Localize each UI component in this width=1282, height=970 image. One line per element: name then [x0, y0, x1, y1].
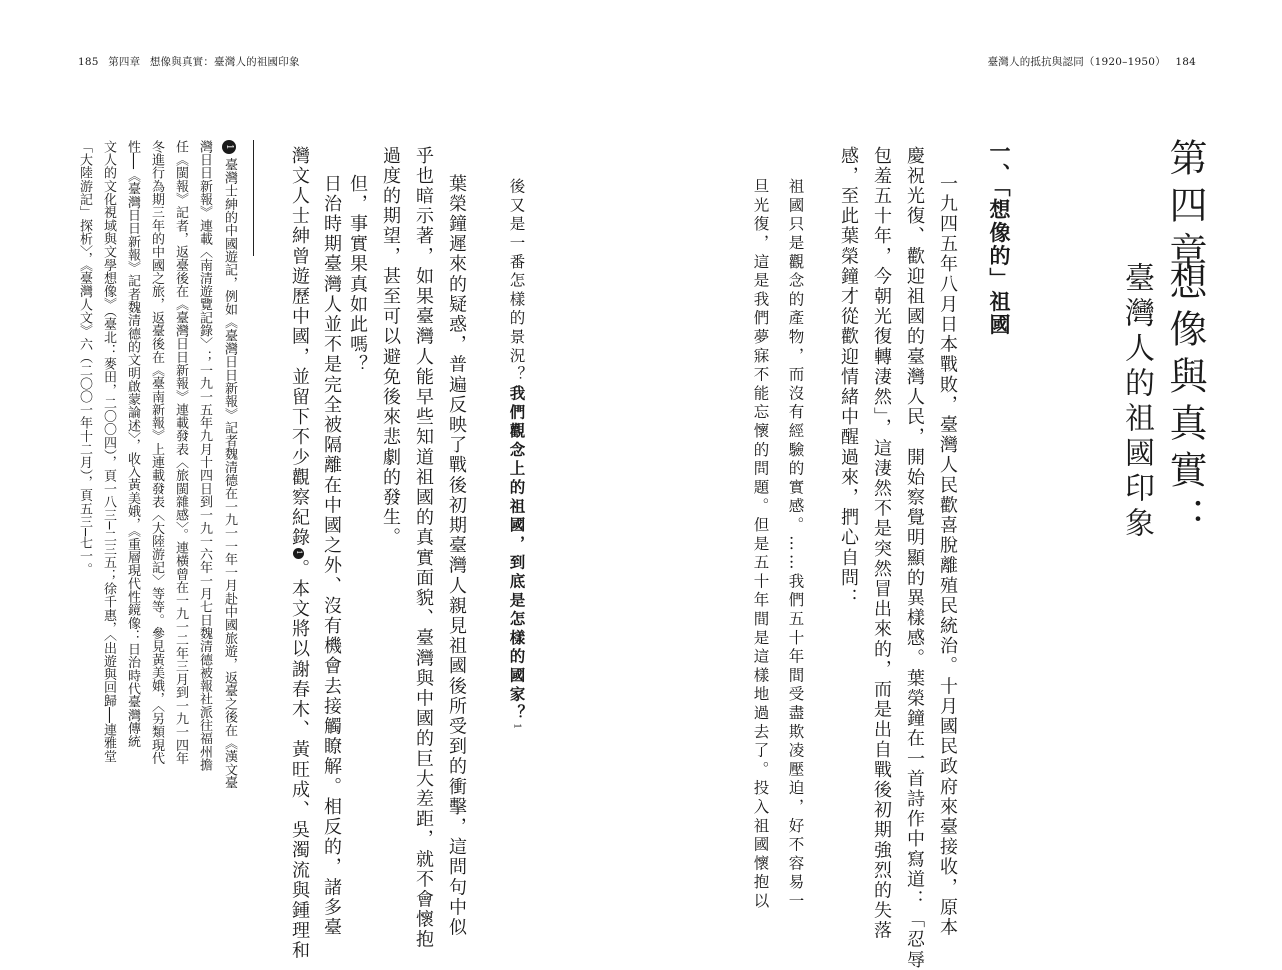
- block-quote-emphasis: 我們觀念上的祖國，到底是怎樣的國家？: [507, 384, 527, 724]
- footnote-marker: 1: [222, 140, 236, 154]
- paragraph-1-line: 一九四五年八月日本戰敗，臺灣人民歡喜脫離殖民統治。十月國民政府來臺接收，原本: [937, 174, 958, 938]
- section-heading: 一、「想像的」祖國: [987, 140, 1012, 337]
- chapter-number: 第四章: [1163, 138, 1207, 279]
- footnote-divider: [253, 140, 254, 256]
- left-chapter-title: 想像與真實：臺灣人的祖國印象: [149, 56, 300, 68]
- right-book-title: 臺灣人的抵抗與認同（1920–1950）: [987, 56, 1166, 68]
- left-chapter-label: 第四章: [108, 56, 141, 68]
- footnote-line: [222, 140, 236, 789]
- block-quote-line: 祖國只是觀念的產物，而沒有經驗的實感。……我們五十年間受盡欺凌壓迫，好不容易一: [786, 178, 805, 912]
- paragraph-4-text: 。本文將以謝春木、黃旺成、吳濁流與鍾理和: [289, 559, 310, 961]
- footnote-line: 性──《臺灣日日新報》記者魏清德的文明啟蒙論述〉，收入黃美娥，《重層現代性鏡像：日治時代臺灣傳統: [125, 140, 140, 748]
- footnote-line: 「大陸游記」探析〉，《臺灣人文》六（二〇〇一年十二月），頁五三─七一。: [77, 140, 92, 576]
- chapter-title-main: 想像與真實：: [1163, 262, 1207, 544]
- paragraph-4-line: [290, 146, 308, 961]
- block-quote-line: 後又是一番怎樣的景況？: [507, 178, 526, 385]
- paragraph-1-line: 包羞五十年，今朝光復轉淒然」，這淒然不是突然冒出來的，而是出自戰後初期強烈的失落: [871, 146, 892, 941]
- paragraph-1-line: 感，至此葉榮鐘才從歡迎情緒中醒過來，捫心自問：: [838, 146, 859, 609]
- footnote-ref-marker: 1: [293, 548, 304, 559]
- paragraph-2-line: 過度的期望，甚至可以避免後來悲劇的發生。: [380, 146, 401, 548]
- block-quote-line: 旦光復，這是我們夢寐不能忘懷的問題。但是五十年間是這樣地過去了。投入祖國懷抱以: [751, 178, 770, 912]
- right-running-header: [988, 54, 1202, 69]
- paragraph-4-text: 灣文人士紳曾遊歷中國，並留下不少觀察紀錄: [289, 146, 310, 548]
- paragraph-3-line: 但，事實果真如此嗎？: [347, 174, 368, 375]
- paragraph-2-line: 葉榮鐘遲來的疑惑，普遍反映了戰後初期臺灣人親見祖國後所受到的衝擊，這問句中似: [446, 174, 467, 938]
- chapter-title-sub: 臺灣人的祖國印象: [1119, 262, 1154, 542]
- block-quote-last-line: [508, 178, 525, 732]
- footnote-text: 臺灣士紳的中國遊記，例如《臺灣日日新報》記者魏清德在一九一一年一月赴中國旅遊，返臺之後在《漢文臺: [222, 158, 237, 790]
- left-running-header: [78, 54, 300, 69]
- right-page-number: 184: [1175, 56, 1196, 68]
- footnote-line: 灣日日新報》連載〈南清遊覽記錄〉；一九一五年九月十四日到一九一六年一月七日魏清德被報社派往福州擔: [197, 140, 212, 772]
- left-page-number: 185: [78, 56, 99, 68]
- footnote-line: 文人的文化視域與文學想像》（臺北：麥田，二〇〇四），頁一八三─二三五；徐千惠，〈出遊與回歸──連雅堂: [101, 140, 116, 763]
- footnote-ref-1: 1: [511, 723, 522, 733]
- paragraph-1-line: 慶祝光復、歡迎祖國的臺灣人民，開始察覺明顯的異樣感。葉榮鐘在一首詩作中寫道：「忍辱: [904, 146, 925, 970]
- paragraph-4-line: 日治時期臺灣人並不是完全被隔離在中國之外、沒有機會去接觸瞭解。相反的，諸多臺: [321, 174, 342, 938]
- paragraph-2-line: 乎也暗示著，如果臺灣人能早些知道祖國的真實面貌、臺灣與中國的巨大差距，就不會懷抱: [413, 146, 434, 950]
- footnote-line: 任《閩報》記者，返臺後在《臺灣日日新報》連載發表〈旅閩雜感〉。連橫曾在一九一二年三月到一九一四年: [173, 140, 188, 765]
- footnote-line: 冬進行為期三年的中國之旅，返臺後在《臺南新報》上連載發表〈大陸游記〉等等。參見黃美娥，〈另類現代: [149, 140, 164, 765]
